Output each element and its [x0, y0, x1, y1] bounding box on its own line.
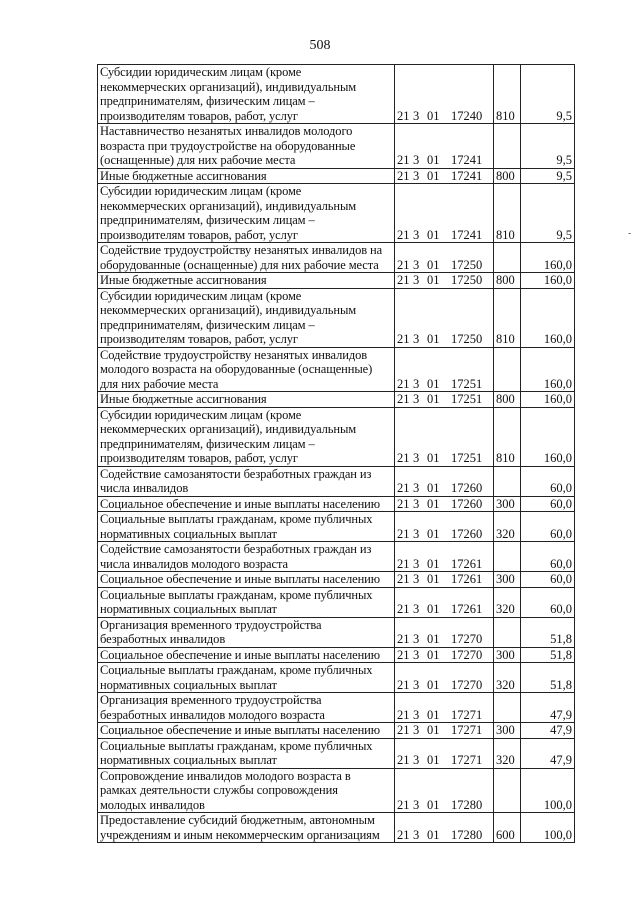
table-row — [98, 738, 575, 768]
row-target-code — [395, 288, 494, 347]
code-direction: 17271 — [451, 707, 483, 722]
row-item-name: Иные бюджетные ассигнования — [98, 392, 395, 408]
row-target-code — [395, 813, 494, 843]
code-parts — [397, 678, 491, 693]
code-direction: 17251 — [451, 451, 483, 465]
table-row — [98, 288, 575, 347]
row-target-code — [395, 273, 494, 289]
code-direction: 17260 — [451, 526, 483, 541]
table-row — [98, 572, 575, 588]
table-row — [98, 243, 575, 273]
code-activity: 01 — [427, 153, 440, 167]
row-expense-type-code — [494, 243, 521, 273]
code-parts — [397, 602, 491, 617]
row-item-name: Социальное обеспечение и иные выплаты населению — [98, 496, 395, 512]
code-subprogram: 3 — [413, 827, 420, 842]
table-row — [98, 184, 575, 243]
code-direction: 17250 — [451, 257, 483, 272]
table-row — [98, 347, 575, 392]
code-direction: 17280 — [451, 827, 483, 842]
code-program: 21 — [397, 273, 410, 287]
row-item-name: Содействие самозанятости безработных граждан из числа инвалидов — [98, 466, 395, 496]
code-program: 21 — [397, 707, 410, 722]
row-amount: 51,8 — [521, 617, 575, 647]
code-program: 21 — [397, 108, 410, 123]
code-subprogram: 3 — [413, 723, 420, 737]
code-parts — [397, 169, 491, 184]
code-direction: 17260 — [451, 496, 483, 511]
code-direction: 17251 — [451, 376, 483, 391]
code-program: 21 — [397, 526, 410, 541]
code-program: 21 — [397, 827, 410, 842]
code-activity: 01 — [427, 168, 440, 183]
code-activity: 01 — [427, 526, 440, 541]
row-expense-type-code — [494, 124, 521, 169]
row-expense-type-code: 800 — [494, 273, 521, 289]
table-row — [98, 168, 575, 184]
code-activity: 01 — [427, 677, 440, 692]
code-activity: 01 — [427, 227, 440, 242]
code-subprogram: 3 — [413, 376, 420, 391]
code-parts — [397, 828, 491, 843]
row-item-name: Социальное обеспечение и иные выплаты населению — [98, 723, 395, 739]
row-amount: 47,9 — [521, 723, 575, 739]
code-activity: 01 — [427, 451, 440, 465]
row-expense-type-code: 600 — [494, 813, 521, 843]
code-parts — [397, 497, 491, 512]
code-program: 21 — [397, 602, 410, 616]
code-parts — [397, 228, 491, 243]
row-target-code — [395, 124, 494, 169]
table-row — [98, 392, 575, 408]
code-activity: 01 — [427, 481, 440, 495]
code-program: 21 — [397, 797, 410, 812]
row-target-code — [395, 617, 494, 647]
code-activity: 01 — [427, 273, 440, 287]
code-parts — [397, 258, 491, 273]
row-target-code — [395, 243, 494, 273]
code-program: 21 — [397, 332, 410, 346]
code-subprogram: 3 — [413, 227, 420, 242]
row-expense-type-code: 810 — [494, 65, 521, 124]
code-direction: 17270 — [451, 647, 483, 662]
row-amount: 160,0 — [521, 347, 575, 392]
table-row — [98, 542, 575, 572]
row-item-name: Социальные выплаты гражданам, кроме публичных нормативных социальных выплат — [98, 738, 395, 768]
row-amount: 100,0 — [521, 813, 575, 843]
row-expense-type-code: 300 — [494, 723, 521, 739]
row-amount: 160,0 — [521, 273, 575, 289]
code-parts — [397, 153, 491, 168]
row-target-code — [395, 738, 494, 768]
code-subprogram: 3 — [413, 572, 420, 586]
row-expense-type-code: 300 — [494, 496, 521, 512]
row-target-code — [395, 663, 494, 693]
row-target-code — [395, 184, 494, 243]
table-row — [98, 496, 575, 512]
code-subprogram: 3 — [413, 797, 420, 812]
code-direction: 17240 — [451, 108, 483, 123]
row-amount: 100,0 — [521, 768, 575, 813]
code-direction: 17270 — [451, 632, 483, 646]
code-direction: 17271 — [451, 723, 483, 737]
row-target-code — [395, 168, 494, 184]
row-expense-type-code — [494, 693, 521, 723]
row-target-code — [395, 768, 494, 813]
code-activity: 01 — [427, 108, 440, 123]
row-item-name: Социальные выплаты гражданам, кроме публичных нормативных социальных выплат — [98, 663, 395, 693]
row-expense-type-code: 810 — [494, 184, 521, 243]
table-row — [98, 466, 575, 496]
code-direction: 17241 — [451, 168, 483, 183]
code-activity: 01 — [427, 602, 440, 616]
code-subprogram: 3 — [413, 153, 420, 167]
row-expense-type-code: 800 — [494, 168, 521, 184]
margin-mark: - — [628, 228, 632, 239]
code-activity: 01 — [427, 827, 440, 842]
code-subprogram: 3 — [413, 481, 420, 495]
code-subprogram: 3 — [413, 168, 420, 183]
row-target-code — [395, 542, 494, 572]
code-parts — [397, 377, 491, 392]
code-parts — [397, 527, 491, 542]
table-row — [98, 512, 575, 542]
row-target-code — [395, 693, 494, 723]
code-parts — [397, 451, 491, 466]
code-direction: 17271 — [451, 753, 483, 767]
row-expense-type-code: 320 — [494, 587, 521, 617]
row-expense-type-code: 320 — [494, 512, 521, 542]
table-row — [98, 647, 575, 663]
row-target-code — [395, 587, 494, 617]
code-activity: 01 — [427, 647, 440, 662]
code-activity: 01 — [427, 723, 440, 737]
table-row — [98, 273, 575, 289]
code-subprogram: 3 — [413, 108, 420, 123]
code-subprogram: 3 — [413, 451, 420, 465]
table-row — [98, 813, 575, 843]
code-direction: 17241 — [451, 227, 483, 242]
row-item-name: Организация временного трудоустройства безработных инвалидов — [98, 617, 395, 647]
row-expense-type-code — [494, 617, 521, 647]
code-activity: 01 — [427, 753, 440, 767]
code-subprogram: 3 — [413, 496, 420, 511]
row-item-name: Социальные выплаты гражданам, кроме публичных нормативных социальных выплат — [98, 512, 395, 542]
row-target-code — [395, 407, 494, 466]
row-expense-type-code — [494, 347, 521, 392]
row-item-name: Социальные выплаты гражданам, кроме публичных нормативных социальных выплат — [98, 587, 395, 617]
code-program: 21 — [397, 227, 410, 242]
row-expense-type-code: 810 — [494, 407, 521, 466]
code-program: 21 — [397, 723, 410, 737]
code-parts — [397, 753, 491, 768]
row-expense-type-code: 810 — [494, 288, 521, 347]
code-parts — [397, 109, 491, 124]
code-program: 21 — [397, 451, 410, 465]
code-subprogram: 3 — [413, 392, 420, 406]
row-target-code — [395, 723, 494, 739]
code-program: 21 — [397, 647, 410, 662]
budget-table-body — [98, 65, 575, 843]
code-parts — [397, 332, 491, 347]
code-activity: 01 — [427, 376, 440, 391]
code-direction: 17241 — [451, 153, 483, 167]
row-item-name: Иные бюджетные ассигнования — [98, 273, 395, 289]
code-program: 21 — [397, 481, 410, 495]
code-subprogram: 3 — [413, 332, 420, 346]
row-item-name: Содействие трудоустройству незанятых инвалидов на оборудованные (оснащенные) для них рабочие места — [98, 243, 395, 273]
budget-table — [97, 64, 575, 843]
table-row — [98, 617, 575, 647]
code-program: 21 — [397, 753, 410, 767]
row-amount: 51,8 — [521, 647, 575, 663]
code-program: 21 — [397, 153, 410, 167]
code-parts — [397, 273, 491, 288]
code-subprogram: 3 — [413, 632, 420, 646]
row-target-code — [395, 496, 494, 512]
code-subprogram: 3 — [413, 556, 420, 571]
code-parts — [397, 723, 491, 738]
row-item-name: Содействие трудоустройству незанятых инвалидов молодого возраста на оборудованные (оснащенные) для них рабочие места — [98, 347, 395, 392]
code-activity: 01 — [427, 496, 440, 511]
row-item-name: Субсидии юридическим лицам (кроме некоммерческих организаций), индивидуальным предпринимателям, физическим лицам – производителям товаров, работ, услуг — [98, 184, 395, 243]
code-subprogram: 3 — [413, 677, 420, 692]
code-program: 21 — [397, 168, 410, 183]
row-amount: 9,5 — [521, 168, 575, 184]
code-activity: 01 — [427, 572, 440, 586]
code-direction: 17270 — [451, 677, 483, 692]
row-amount: 160,0 — [521, 288, 575, 347]
code-parts — [397, 648, 491, 663]
row-item-name: Наставничество незанятых инвалидов молодого возраста при трудоустройстве на оборудованные (оснащенные) для них рабочие места — [98, 124, 395, 169]
row-target-code — [395, 65, 494, 124]
code-program: 21 — [397, 556, 410, 571]
code-direction: 17280 — [451, 797, 483, 812]
row-item-name: Социальное обеспечение и иные выплаты населению — [98, 647, 395, 663]
row-item-name: Социальное обеспечение и иные выплаты населению — [98, 572, 395, 588]
row-amount: 60,0 — [521, 572, 575, 588]
code-parts — [397, 572, 491, 587]
row-expense-type-code: 320 — [494, 738, 521, 768]
row-target-code — [395, 347, 494, 392]
table-row — [98, 663, 575, 693]
code-activity: 01 — [427, 707, 440, 722]
code-subprogram: 3 — [413, 602, 420, 616]
table-row — [98, 768, 575, 813]
row-amount: 160,0 — [521, 392, 575, 408]
row-amount: 60,0 — [521, 496, 575, 512]
code-program: 21 — [397, 677, 410, 692]
row-item-name: Иные бюджетные ассигнования — [98, 168, 395, 184]
code-program: 21 — [397, 392, 410, 406]
row-expense-type-code — [494, 466, 521, 496]
code-activity: 01 — [427, 556, 440, 571]
code-subprogram: 3 — [413, 753, 420, 767]
row-expense-type-code — [494, 768, 521, 813]
code-activity: 01 — [427, 392, 440, 406]
row-amount: 60,0 — [521, 512, 575, 542]
code-activity: 01 — [427, 632, 440, 646]
row-expense-type-code: 300 — [494, 647, 521, 663]
code-parts — [397, 557, 491, 572]
row-expense-type-code: 320 — [494, 663, 521, 693]
code-program: 21 — [397, 257, 410, 272]
code-direction: 17261 — [451, 602, 483, 616]
row-amount: 47,9 — [521, 693, 575, 723]
row-expense-type-code: 300 — [494, 572, 521, 588]
row-item-name: Субсидии юридическим лицам (кроме некоммерческих организаций), индивидуальным предпринимателям, физическим лицам – производителям товаров, работ, услуг — [98, 65, 395, 124]
code-subprogram: 3 — [413, 257, 420, 272]
code-program: 21 — [397, 632, 410, 646]
code-direction: 17250 — [451, 273, 483, 287]
code-direction: 17251 — [451, 392, 483, 406]
code-direction: 17261 — [451, 572, 483, 586]
row-amount: 160,0 — [521, 407, 575, 466]
row-amount: 60,0 — [521, 587, 575, 617]
row-amount: 60,0 — [521, 466, 575, 496]
row-target-code — [395, 392, 494, 408]
code-activity: 01 — [427, 797, 440, 812]
row-target-code — [395, 512, 494, 542]
row-item-name: Содействие самозанятости безработных граждан из числа инвалидов молодого возраста — [98, 542, 395, 572]
code-subprogram: 3 — [413, 647, 420, 662]
code-direction: 17261 — [451, 556, 483, 571]
code-activity: 01 — [427, 257, 440, 272]
code-parts — [397, 798, 491, 813]
row-item-name: Субсидии юридическим лицам (кроме некоммерческих организаций), индивидуальным предпринимателям, физическим лицам – производителям товаров, работ, услуг — [98, 407, 395, 466]
row-expense-type-code: 800 — [494, 392, 521, 408]
table-row — [98, 124, 575, 169]
row-item-name: Организация временного трудоустройства безработных инвалидов молодого возраста — [98, 693, 395, 723]
row-amount: 51,8 — [521, 663, 575, 693]
code-subprogram: 3 — [413, 526, 420, 541]
table-row — [98, 693, 575, 723]
row-target-code — [395, 572, 494, 588]
table-row — [98, 587, 575, 617]
code-program: 21 — [397, 572, 410, 586]
code-parts — [397, 632, 491, 647]
row-amount: 47,9 — [521, 738, 575, 768]
row-amount: 9,5 — [521, 124, 575, 169]
code-parts — [397, 392, 491, 407]
code-activity: 01 — [427, 332, 440, 346]
code-direction: 17250 — [451, 332, 483, 346]
row-item-name: Субсидии юридическим лицам (кроме некоммерческих организаций), индивидуальным предпринимателям, физическим лицам – производителям товаров, работ, услуг — [98, 288, 395, 347]
row-item-name: Сопровождение инвалидов молодого возраста в рамках деятельности службы сопровождения молодых инвалидов — [98, 768, 395, 813]
row-item-name: Предоставление субсидий бюджетным, автономным учреждениям и иным некоммерческим организациям — [98, 813, 395, 843]
row-target-code — [395, 466, 494, 496]
code-direction: 17260 — [451, 481, 483, 495]
code-parts — [397, 481, 491, 496]
row-amount: 9,5 — [521, 184, 575, 243]
row-amount: 9,5 — [521, 65, 575, 124]
row-amount: 60,0 — [521, 542, 575, 572]
code-program: 21 — [397, 496, 410, 511]
table-row — [98, 407, 575, 466]
row-target-code — [395, 647, 494, 663]
page-number: 508 — [309, 38, 331, 53]
table-row — [98, 723, 575, 739]
code-program: 21 — [397, 376, 410, 391]
code-parts — [397, 708, 491, 723]
row-amount: 160,0 — [521, 243, 575, 273]
code-subprogram: 3 — [413, 707, 420, 722]
table-row — [98, 65, 575, 124]
code-subprogram: 3 — [413, 273, 420, 287]
row-expense-type-code — [494, 542, 521, 572]
